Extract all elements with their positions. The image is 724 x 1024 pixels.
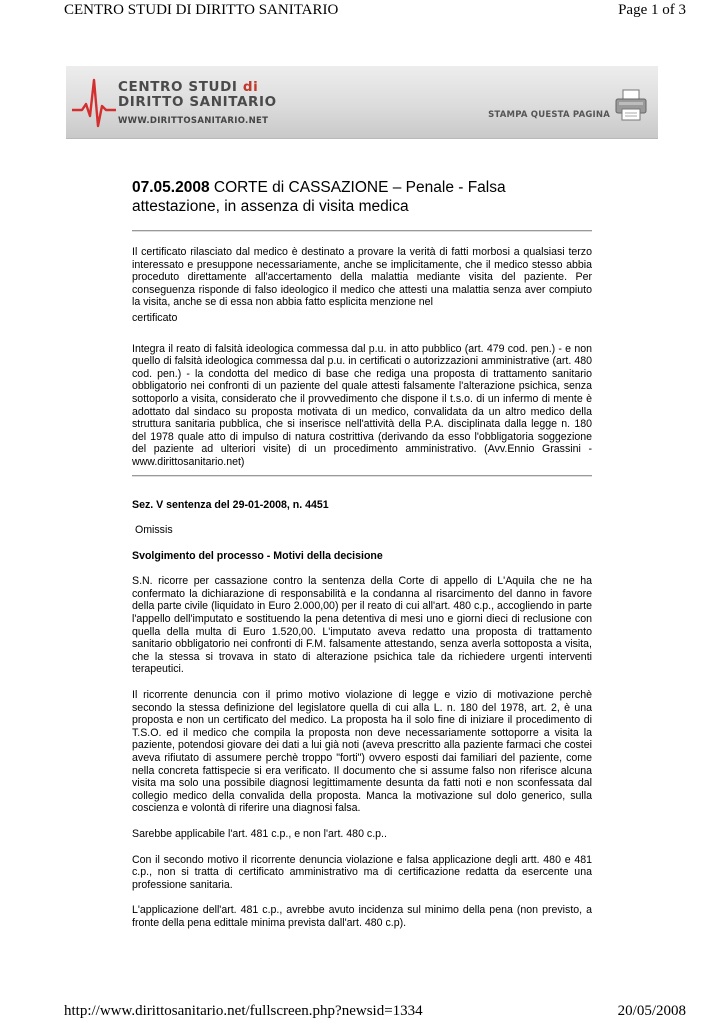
print-footer-date: 20/05/2008 xyxy=(617,1003,686,1019)
print-page-link[interactable]: STAMPA QUESTA PAGINA xyxy=(488,110,610,120)
heartbeat-icon xyxy=(72,76,116,128)
article-title xyxy=(132,178,592,216)
print-footer-url[interactable]: http://www.dirittosanitario.net/fullscreen.php?newsid=1334 xyxy=(64,1003,423,1019)
divider xyxy=(132,230,592,232)
divider xyxy=(132,475,592,477)
sentence-reference: Sez. V sentenza del 29-01-2008, n. 4451 xyxy=(132,498,329,511)
body-paragraph: L'applicazione dell'art. 481 c.p., avrebbe avuto incidenza sul minimo della pena (non previsto, a fronte della pena edittale minima prevista dall'art. 480 c.p). xyxy=(132,904,592,929)
logo-url: WWW.DIRITTOSANITARIO.NET xyxy=(118,116,269,126)
body-paragraph: Sarebbe applicabile l'art. 481 c.p., e non l'art. 480 c.p.. xyxy=(132,827,387,840)
summary-paragraph-1-end: certificato xyxy=(132,311,178,324)
summary-paragraph-1 xyxy=(132,246,592,309)
summary-paragraph-2: Integra il reato di falsità ideologica commessa dal p.u. in atto pubblico (art. 479 cod. pen.) - e non quello di falsità ideologica commessa dal p.u. in certificati o autorizzazioni amministrative (art. 480 cod. pen.) - la condotta del medico di base che rediga una proposta di trattamento sanitario obbligatorio nei confronti di un paziente del quale attesti falsamente l'alterazione psichica, senza sottoporlo a visita, considerato che il provvedimento che dispone il t.s.o. di un infermo di mente è adottato dal sindaco su proposta motivata di un medico, convalidata da un altro medico della struttura sanitaria pubblica, che si inserisce nell'attività della P.A. disciplinata dalla legge n. 180 del 1978 quale atto di impulso di natura costrittiva (derivando da esso l'obbligatoria soggezione del paziente ad ulteriori visite) di un procedimento amministrativo. (Avv.Ennio Grassini - www.dirittosanitario.net) xyxy=(132,342,592,468)
body-paragraph: Il ricorrente denuncia con il primo motivo violazione di legge e vizio di motivazione perchè secondo la stessa definizione del legislatore quella di cui alla L. n. 180 del 1978, art. 2, è una proposta e non un certificato del medico. La proposta ha il solo fine di iniziare il procedimento di T.S.O. ed il medico che compila la proposta non deve necessariamente sottoporre a visita la paziente, potendosi giovare dei dati a lui già noti (aveva prescritto alla paziente farmaci che costei aveva rifiutato di assumere perchè troppo "forti") ovvero esposti dai familiari del paziente, come nella concreta fattispecie si era verificato. Il documento che si assume falso non riferisce alcuna visita ma solo una possibile diagnosi legittimamente desunta da fatti noti e non sconfessata dal collegio medico della convalida della proposta. Manca la motivazione sul dolo generico, sulla coscienza e volontà di riferire una diagnosi falsa. xyxy=(132,689,592,815)
body-paragraph: S.N. ricorre per cassazione contro la sentenza della Corte di appello di L'Aquila che ne ha confermato la dichiarazione di responsabilità e la condanna al risarcimento del danno in favore della parte civile (liquidato in Euro 2.000,00) per il reato di cui all'art. 480 c.p., accogliendo in parte l'appello dell'imputato e sostituendo la pena detentiva di mesi uno e giorni dieci di reclusione con quella della multa di Euro 1.520,00. L'imputato aveva redatto una proposta di trattamento sanitario obbligatorio nei confronti di F.M. falsamente attestando, senza averla sottoposta a visita, che la stessa si trovava in stato di alterazione psichica tale da richiedere urgenti interventi terapeutici. xyxy=(132,575,592,676)
print-header-page: Page 1 of 3 xyxy=(618,2,686,18)
print-footer xyxy=(64,1003,686,1020)
body-paragraph: Con il secondo motivo il ricorrente denuncia violazione e falsa applicazione degli artt. 480 e 481 c.p., non si tratta di certificato amministrativo ma di certificazione redatta da esercente una professione sanitaria. xyxy=(132,853,592,891)
print-header xyxy=(64,2,686,19)
printer-icon[interactable] xyxy=(614,88,648,122)
summary-1-text: Il certificato rilasciato dal medico è destinato a provare la verità di fatti morbosi a qualsiasi terzo interessato e presuppone necessariamente, anche se implicitamente, che il medico stesso abbia proceduto direttamente all'accertamento della malattia mediante visita del paziente. Per conseguenza risponde di falso ideologico il medico che attesti una malattia senza aver compiuto la visita, anche se di essa non abbia fatto esplicita menzione nel xyxy=(132,246,592,309)
section-heading: Svolgimento del processo - Motivi della decisione xyxy=(132,549,383,562)
omissis xyxy=(132,524,592,537)
logo-line2: DIRITTO SANITARIO xyxy=(118,94,277,110)
article xyxy=(132,178,592,943)
omissis-text: Omissis xyxy=(134,524,173,537)
logo-di: di xyxy=(242,79,259,95)
site-banner xyxy=(66,66,658,139)
site-logo[interactable] xyxy=(72,72,322,132)
article-date: 07.05.2008 xyxy=(132,179,210,196)
article-title-text: CORTE di CASSAZIONE – Penale - Falsa attestazione, in assenza di visita medica xyxy=(132,179,506,215)
print-header-site: CENTRO STUDI DI DIRITTO SANITARIO xyxy=(64,2,339,18)
logo-line1: CENTRO STUDI xyxy=(118,79,238,95)
logo-text xyxy=(118,80,277,110)
